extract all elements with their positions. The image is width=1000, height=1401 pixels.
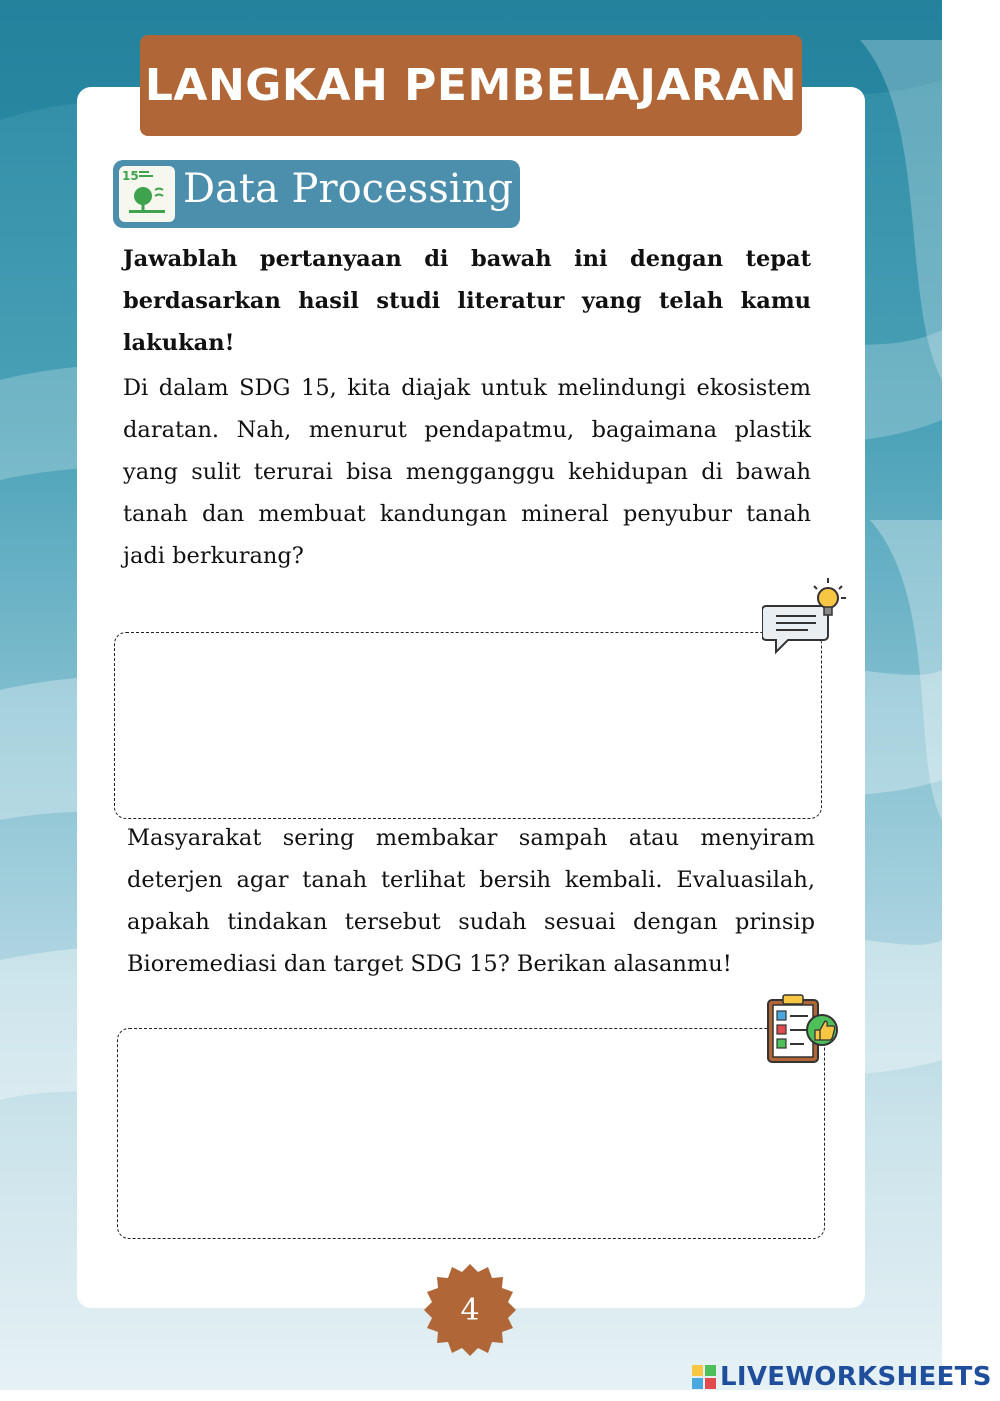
liveworksheets-logo bbox=[692, 1359, 992, 1395]
answer-box-1[interactable] bbox=[114, 632, 822, 819]
answer-2-input[interactable] bbox=[118, 1029, 824, 1238]
page-title: LANGKAH PEMBELAJARAN bbox=[140, 35, 802, 136]
checklist-thumbs-up-icon bbox=[764, 992, 840, 1066]
liveworksheets-grid-icon bbox=[692, 1365, 716, 1389]
page-number: 4 bbox=[460, 1292, 480, 1328]
chat-lightbulb-icon bbox=[762, 574, 848, 658]
answer-1-input[interactable] bbox=[115, 633, 821, 818]
sdg-number: 15 bbox=[122, 169, 139, 183]
answer-box-2[interactable] bbox=[117, 1028, 825, 1239]
instruction-text: Jawablah pertanyaan di bawah ini dengan tepat berdasarkan hasil studi literatur yang telah kamu lakukan! bbox=[123, 246, 811, 356]
question-1-text: Di dalam SDG 15, kita diajak untuk melindungi ekosistem daratan. Nah, menurut pendapatmu, bagaimana plastik yang sulit terurai bisa mengganggu kehidupan di bawah tanah dan membuat kandungan mineral penyubur tanah jadi berkurang? bbox=[123, 375, 811, 569]
brand-name: LIVEWORKSHEETS bbox=[720, 1362, 992, 1392]
section-header bbox=[113, 160, 520, 228]
section-title: Data Processing bbox=[183, 166, 513, 212]
question-2-text: Masyarakat sering membakar sampah atau menyiram deterjen agar tanah terlihat bersih kembali. Evaluasilah, apakah tindakan tersebut sudah sesuai dengan prinsip Bioremediasi dan target SDG 15? Berikan alasanmu! bbox=[127, 825, 815, 977]
page-number-badge bbox=[422, 1262, 518, 1358]
sdg-15-life-on-land-icon bbox=[119, 166, 175, 222]
